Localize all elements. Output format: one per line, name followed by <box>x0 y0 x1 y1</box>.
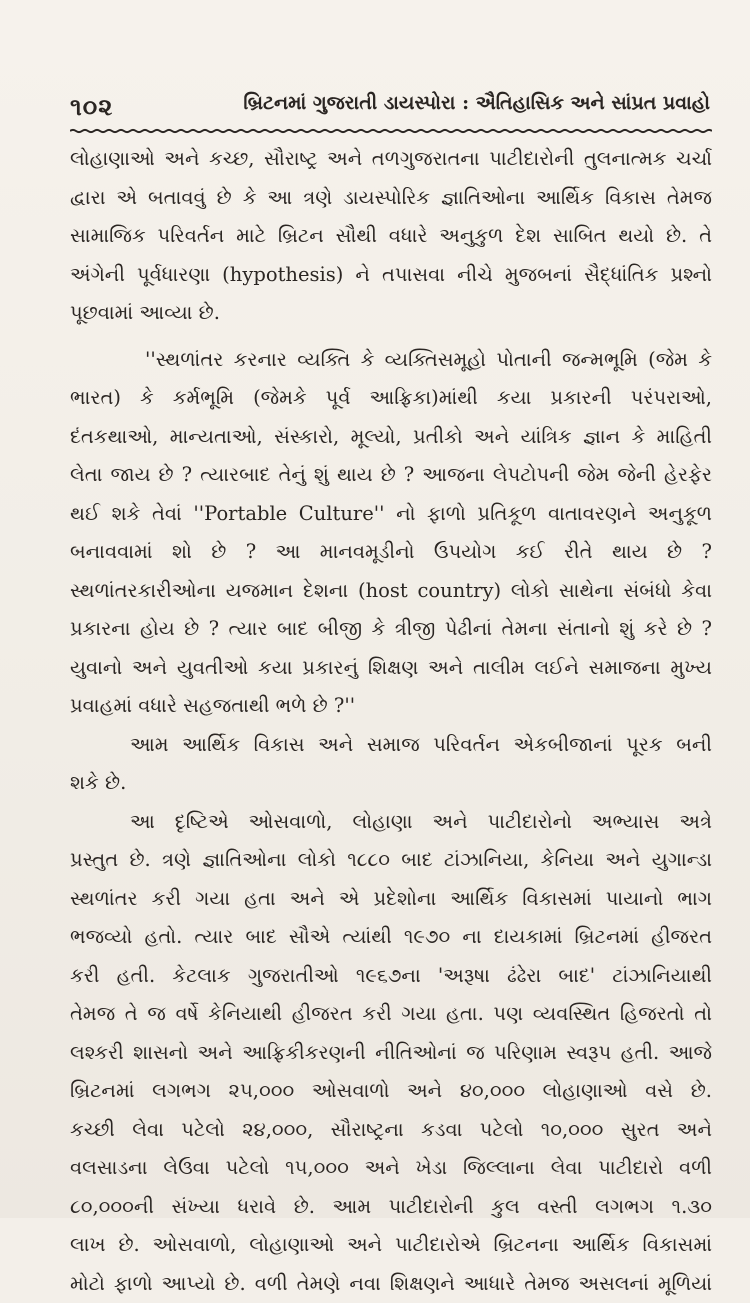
text-line: આ દૃષ્ટિએ ઓસવાળો, લોહાણા અને પાટીદારોનો અભ્યાસ અત્રે <box>70 803 712 842</box>
paragraph-3 <box>70 726 712 803</box>
text-line: દંતકથાઓ, માન્યતાઓ, સંસ્કારો, મૂલ્યો, પ્રતીકો અને યાંત્રિક જ્ઞાન કે માહિતી <box>70 418 712 457</box>
text-line: બ્રિટનમાં લગભગ ૨૫,૦૦૦ ઓસવાળો અને ૪૦,૦૦૦ લોહાણાઓ વસે છે. <box>70 1072 712 1111</box>
text-line: બનાવવામાં શો છે ? આ માનવમૂડીનો ઉપયોગ કઈ રીતે થાય છે ? <box>70 533 712 572</box>
text-line: યુવાનો અને યુવતીઓ કયા પ્રકારનું શિક્ષણ અને તાલીમ લઈને સમાજના મુખ્ય <box>70 649 712 688</box>
header-ornamental-rule <box>70 127 712 135</box>
text-line: વલસાડના લેઉવા પટેલો ૧૫,૦૦૦ અને ખેડા જિલ્લાના લેવા પાટીદારો વળી <box>70 1149 712 1188</box>
text-line: ''સ્થળાંતર કરનાર વ્યક્તિ કે વ્યક્તિસમૂહો પોતાની જન્મભૂમિ (જેમ કે <box>70 341 712 380</box>
text-line: લાખ છે. ઓસવાળો, લોહાણાઓ અને પાટીદારોએ બ્રિટનના આર્થિક વિકાસમાં <box>70 1226 712 1265</box>
text-line: પૂછવામાં આવ્યા છે. <box>70 294 712 333</box>
page-number: ૧૦૨ <box>70 92 113 121</box>
text-line: ૮૦,૦૦૦ની સંખ્યા ધરાવે છે. આમ પાટીદારોની કુલ વસ્તી લગભગ ૧.૩૦ <box>70 1188 712 1227</box>
page-header <box>70 92 710 126</box>
text-line: સામાજિક પરિવર્તન માટે બ્રિટન સૌથી વધારે અનુકુળ દેશ સાબિત થયો છે. તે <box>70 217 712 256</box>
running-title: બ્રિટનમાં ગુજરાતી ડાયસ્પોરા : ઐતિહાસિક અને સાંપ્રત પ્રવાહો <box>243 92 710 114</box>
text-line: પ્રસ્તુત છે. ત્રણે જ્ઞાતિઓના લોકો ૧૮૮૦ બાદ ટાંઝાનિયા, કેનિયા અને યુગાન્ડા <box>70 841 712 880</box>
text-line: મોટો ફાળો આપ્યો છે. વળી તેમણે નવા શિક્ષણને આધારે તેમજ અસલનાં મૂળિયાં <box>70 1265 712 1303</box>
text-line: પ્રવાહમાં વધારે સહજતાથી ભળે છે ?'' <box>70 687 712 726</box>
text-line: શકે છે. <box>70 764 712 803</box>
text-line: સ્થળાંતર કરી ગયા હતા અને એ પ્રદેશોના આર્થિક વિકાસમાં પાયાનો ભાગ <box>70 880 712 919</box>
text-line: દ્વારા એ બતાવવું છે કે આ ત્રણે ડાયસ્પોરિક જ્ઞાતિઓના આર્થિક વિકાસ તેમજ <box>70 179 712 218</box>
text-line: તેમજ તે જ વર્ષે કેનિયાથી હીજરત કરી ગયા હતા. પણ વ્યવસ્થિત હિજરતો તો <box>70 995 712 1034</box>
text-line: ભારત) કે કર્મભૂમિ (જેમકે પૂર્વ આફ્રિકા)માંથી કયા પ્રકારની પરંપરાઓ, <box>70 379 712 418</box>
text-line: લોહાણાઓ અને કચ્છ, સૌરાષ્ટ્ર અને તળગુજરાતના પાટીદારોની તુલનાત્મક ચર્ચા <box>70 140 712 179</box>
paragraph-2-quotation <box>70 341 712 726</box>
text-line: અંગેની પૂર્વધારણા (hypothesis) ને તપાસવા નીચે મુજબનાં સૈદ્ધાંતિક પ્રશ્નો <box>70 256 712 295</box>
text-line: કરી હતી. કેટલાક ગુજરાતીઓ ૧૯૬૭ના 'અરૂષા ઢંઢેરા બાદ' ટાંઝાનિયાથી <box>70 957 712 996</box>
text-line: કચ્છી લેવા પટેલો ૨૪,૦૦૦, સૌરાષ્ટ્રના કડવા પટેલો ૧૦,૦૦૦ સુરત અને <box>70 1111 712 1150</box>
text-line: લેતા જાય છે ? ત્યારબાદ તેનું શું થાય છે ? આજના લેપટોપની જેમ જેની હેરફેર <box>70 456 712 495</box>
text-line: પ્રકારના હોય છે ? ત્યાર બાદ બીજી કે ત્રીજી પેઢીનાં તેમના સંતાનો શું કરે છે ? <box>70 610 712 649</box>
body-text <box>70 140 712 1303</box>
text-line: લશ્કરી શાસનો અને આફ્રિકીકરણની નીતિઓનાં જ પરિણામ સ્વરૂપ હતી. આજે <box>70 1034 712 1073</box>
text-line: સ્થળાંતરકારીઓના યજમાન દેશના (host country) લોકો સાથેના સંબંધો કેવા <box>70 572 712 611</box>
text-line: આમ આર્થિક વિકાસ અને સમાજ પરિવર્તન એકબીજાનાં પૂરક બની <box>70 726 712 765</box>
paragraph-1 <box>70 140 712 333</box>
text-line: ભજવ્યો હતો. ત્યાર બાદ સૌએ ત્યાંથી ૧૯૭૦ ના દાયકામાં બ્રિટનમાં હીજરત <box>70 918 712 957</box>
paragraph-4 <box>70 803 712 1303</box>
text-line: થઈ શકે તેવાં ''Portable Culture'' નો ફાળો પ્રતિકૂળ વાતાવરણને અનુકૂળ <box>70 495 712 534</box>
